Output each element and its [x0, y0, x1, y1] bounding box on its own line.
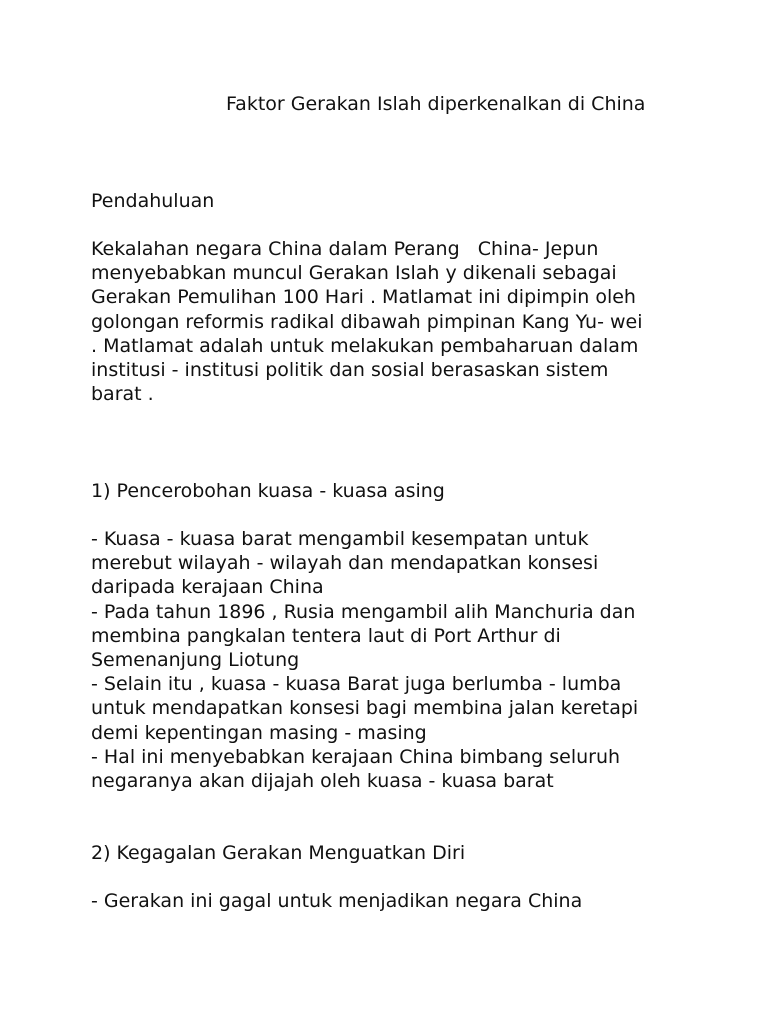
- section-heading: 2) Kegagalan Gerakan Menguatkan Diri: [91, 842, 466, 864]
- paragraph-line: daripada kerajaan China: [91, 576, 324, 599]
- section-heading: 1) Pencerobohan kuasa - kuasa asing: [91, 480, 445, 502]
- intro-paragraph: [91, 237, 731, 406]
- paragraph-line: Gerakan Pemulihan 100 Hari . Matlamat ini dipimpin oleh: [91, 286, 636, 309]
- paragraph-line: - Gerakan ini gagal untuk menjadikan negara China: [91, 890, 583, 912]
- section1-heading: [91, 479, 731, 503]
- section-heading: Pendahuluan: [91, 190, 215, 212]
- intro-heading: [91, 189, 731, 213]
- paragraph-line: Semenanjung Liotung: [91, 648, 300, 671]
- paragraph-line: Kekalahan negara China dalam Perang China- Jepun: [91, 238, 599, 260]
- paragraph-line: golongan reformis radikal dibawah pimpinan Kang Yu- wei: [91, 310, 643, 333]
- paragraph-line: - Kuasa - kuasa barat mengambil kesempatan untuk: [91, 528, 589, 550]
- paragraph-line: negaranya akan dijajah oleh kuasa - kuasa barat: [91, 769, 554, 792]
- section1-paragraph: [91, 527, 731, 793]
- section2-paragraph: [91, 889, 731, 913]
- section2-heading: [91, 841, 731, 865]
- paragraph-line: demi kepentingan masing - masing: [91, 721, 427, 744]
- paragraph-line: barat .: [91, 383, 154, 406]
- paragraph-line: institusi - institusi politik dan sosial berasaskan sistem: [91, 358, 609, 381]
- paragraph-line: - Selain itu , kuasa - kuasa Barat juga berlumba - lumba: [91, 673, 622, 696]
- document-title: Faktor Gerakan Islah diperkenalkan di China: [226, 93, 646, 115]
- paragraph-line: menyebabkan muncul Gerakan Islah y dikenali sebagai: [91, 262, 617, 285]
- paragraph-line: - Pada tahun 1896 , Rusia mengambil alih Manchuria dan: [91, 600, 636, 623]
- paragraph-line: - Hal ini menyebabkan kerajaan China bimbang seluruh: [91, 745, 621, 768]
- paragraph-line: . Matlamat adalah untuk melakukan pembaharuan dalam: [91, 334, 639, 357]
- paragraph-line: membina pangkalan tentera laut di Port Arthur di: [91, 624, 561, 647]
- paragraph-line: untuk mendapatkan konsesi bagi membina jalan keretapi: [91, 697, 639, 720]
- paragraph-line: merebut wilayah - wilayah dan mendapatkan konsesi: [91, 552, 599, 575]
